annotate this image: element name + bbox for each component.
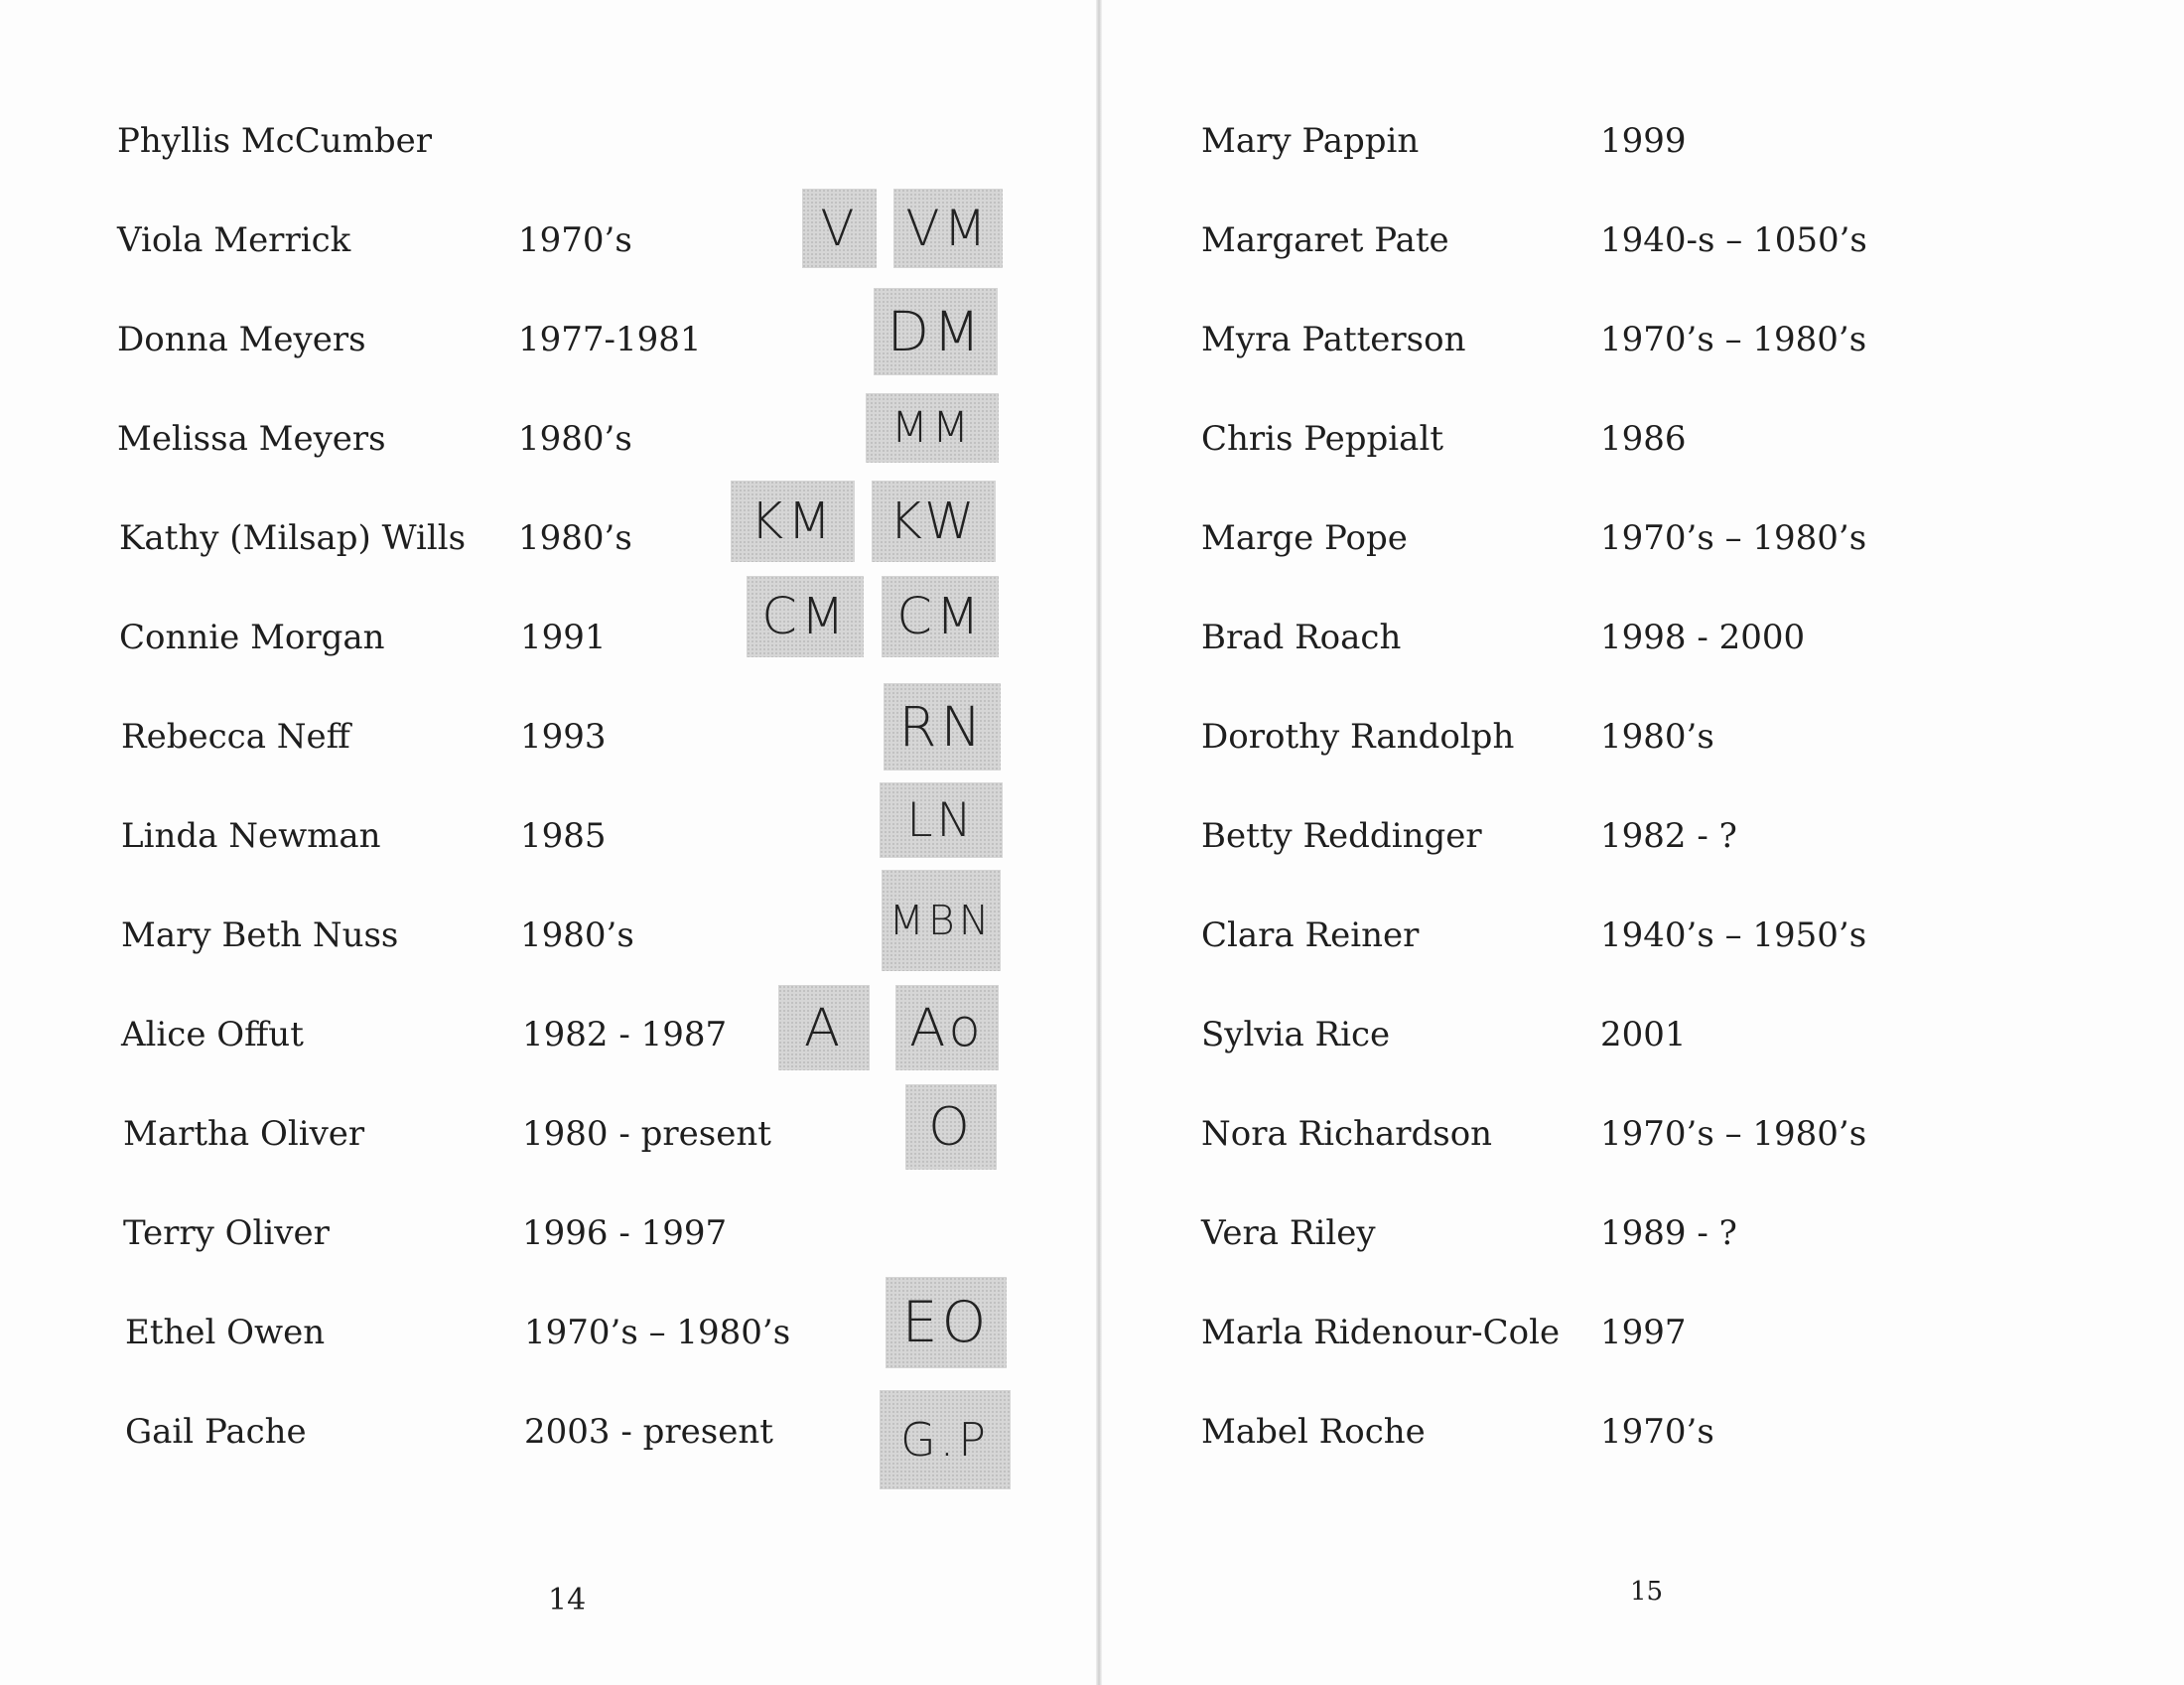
initials-stamp: MBN xyxy=(882,870,1001,971)
entry-years: 1980’s xyxy=(518,518,632,558)
entry-years: 1977-1981 xyxy=(518,320,702,359)
entry-name: Margaret Pate xyxy=(1201,220,1449,260)
entry-years: 1980’s xyxy=(520,915,634,955)
entry-row xyxy=(1102,191,2184,290)
entry-name: Melissa Meyers xyxy=(117,419,386,459)
entry-years: 1982 - 1987 xyxy=(522,1015,728,1054)
entry-years: 1980 - present xyxy=(522,1114,771,1154)
entry-row xyxy=(1102,985,2184,1084)
entry-years: 1991 xyxy=(520,618,607,657)
entry-years: 1970’s xyxy=(518,220,632,260)
entry-years: 1998 - 2000 xyxy=(1600,618,1806,657)
entry-name: Donna Meyers xyxy=(117,320,366,359)
entry-years: 1986 xyxy=(1600,419,1687,459)
entry-name: Mary Beth Nuss xyxy=(121,915,399,955)
entry-name: Marge Pope xyxy=(1201,518,1408,558)
initials-stamp: Ao xyxy=(895,985,999,1070)
entry-row xyxy=(1102,489,2184,588)
entry-name: Connie Morgan xyxy=(119,618,385,657)
entry-years: 1980’s xyxy=(1600,717,1714,757)
entry-name: Nora Richardson xyxy=(1201,1114,1493,1154)
initials-stamp: MM xyxy=(866,393,999,463)
entry-name: Mary Pappin xyxy=(1201,121,1420,161)
page-number: 14 xyxy=(548,1583,587,1617)
entry-name: Linda Newman xyxy=(121,816,381,856)
initials-stamp: KM xyxy=(731,481,855,562)
initials-stamp: O xyxy=(905,1084,997,1170)
entry-name: Mabel Roche xyxy=(1201,1412,1426,1452)
entry-years: 1985 xyxy=(520,816,607,856)
entry-name: Clara Reiner xyxy=(1201,915,1420,955)
entry-row xyxy=(1102,687,2184,786)
entry-years: 1982 - ? xyxy=(1600,816,1737,856)
entry-name: Vera Riley xyxy=(1201,1213,1376,1253)
entry-name: Betty Reddinger xyxy=(1201,816,1482,856)
initials-stamp: DM xyxy=(874,288,998,375)
page-number: 15 xyxy=(1630,1577,1664,1607)
entry-years: 2003 - present xyxy=(524,1412,773,1452)
initials-stamp: A xyxy=(778,985,870,1070)
entry-row xyxy=(1102,1382,2184,1481)
entry-years: 1997 xyxy=(1600,1313,1687,1352)
entry-name: Martha Oliver xyxy=(123,1114,365,1154)
initials-stamp: RN xyxy=(884,683,1001,771)
entry-years: 2001 xyxy=(1600,1015,1687,1054)
entry-name: Alice Offut xyxy=(121,1015,304,1054)
initials-stamp: G.P xyxy=(880,1390,1011,1489)
entry-name: Gail Pache xyxy=(125,1412,307,1452)
entry-years: 1970’s – 1980’s xyxy=(1600,320,1867,359)
initials-stamp: V xyxy=(802,189,877,268)
entry-row xyxy=(1102,1084,2184,1184)
initials-stamp: EO xyxy=(886,1277,1007,1368)
entry-name: Viola Merrick xyxy=(117,220,351,260)
entry-name: Phyllis McCumber xyxy=(117,121,433,161)
entry-name: Terry Oliver xyxy=(123,1213,330,1253)
entry-years: 1970’s – 1980’s xyxy=(1600,518,1867,558)
entry-years: 1940’s – 1950’s xyxy=(1600,915,1867,955)
entry-name: Chris Peppialt xyxy=(1201,419,1443,459)
entry-row xyxy=(1102,290,2184,389)
entry-years: 1970’s – 1980’s xyxy=(1600,1114,1867,1154)
entry-row xyxy=(1102,886,2184,985)
entry-row xyxy=(1102,91,2184,191)
entry-row xyxy=(1102,1184,2184,1283)
entry-name: Brad Roach xyxy=(1201,618,1402,657)
entry-years: 1940-s – 1050’s xyxy=(1600,220,1867,260)
entry-row xyxy=(1102,389,2184,489)
initials-stamp: VM xyxy=(893,189,1003,268)
entry-name: Dorothy Randolph xyxy=(1201,717,1515,757)
entry-name: Sylvia Rice xyxy=(1201,1015,1391,1054)
initials-stamp: CM xyxy=(747,576,864,657)
initials-stamp: KW xyxy=(872,481,996,562)
entry-row xyxy=(1102,786,2184,886)
entry-years: 1993 xyxy=(520,717,607,757)
entry-years: 1970’s xyxy=(1600,1412,1714,1452)
entry-row xyxy=(1102,588,2184,687)
right-page xyxy=(1102,0,2184,1685)
entry-years: 1996 - 1997 xyxy=(522,1213,728,1253)
entry-name: Myra Patterson xyxy=(1201,320,1466,359)
entry-name: Kathy (Milsap) Wills xyxy=(119,518,467,558)
entry-name: Marla Ridenour-Cole xyxy=(1201,1313,1561,1352)
entry-years: 1989 - ? xyxy=(1600,1213,1737,1253)
entry-name: Rebecca Neff xyxy=(121,717,350,757)
entry-row xyxy=(0,91,1098,191)
entry-years: 1999 xyxy=(1600,121,1687,161)
entry-name: Ethel Owen xyxy=(125,1313,326,1352)
initials-stamp: CM xyxy=(882,576,999,657)
initials-stamp: LN xyxy=(880,782,1003,858)
entry-years: 1970’s – 1980’s xyxy=(524,1313,791,1352)
entry-years: 1980’s xyxy=(518,419,632,459)
entry-row xyxy=(1102,1283,2184,1382)
entry-row xyxy=(0,1184,1098,1283)
